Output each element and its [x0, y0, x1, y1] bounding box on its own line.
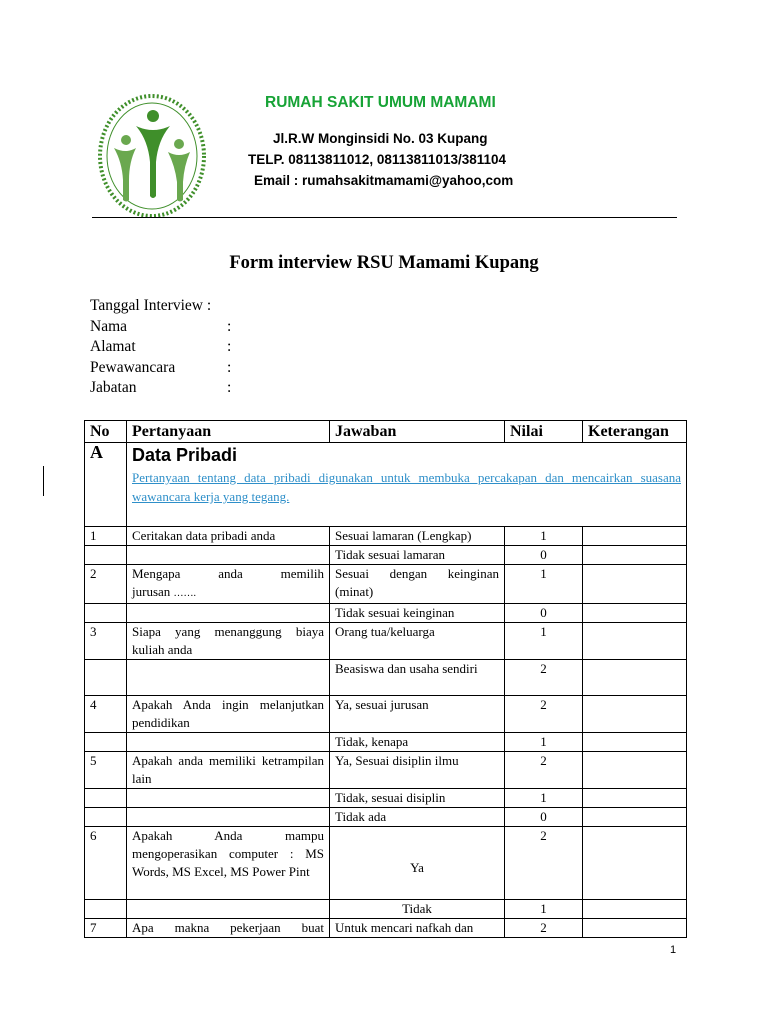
cell-note — [583, 604, 687, 623]
header-divider — [92, 217, 677, 218]
info-colon: : — [227, 379, 232, 397]
form-title: Form interview RSU Mamami Kupang — [229, 253, 539, 273]
hospital-name: RUMAH SAKIT UMUM MAMAMI — [265, 94, 496, 111]
text-cursor — [43, 466, 44, 496]
table-row — [85, 623, 687, 660]
section-title: Data Pribadi — [132, 445, 238, 465]
table-row — [85, 696, 687, 733]
cell-note — [583, 900, 687, 919]
cell-note — [583, 808, 687, 827]
cell-note — [583, 696, 687, 733]
cell-question: Ceritakan data pribadi anda — [127, 527, 330, 546]
cell-score: 0 — [505, 546, 583, 565]
cell-no: 6 — [85, 827, 127, 900]
info-colon: : — [227, 358, 232, 376]
question-dots: ……. — [173, 588, 197, 599]
cell-no: 3 — [85, 623, 127, 660]
cell-answer: Tidak sesuai keinginan — [330, 604, 505, 623]
cell-note — [583, 546, 687, 565]
header-no: No — [85, 421, 127, 443]
cell-score: 2 — [505, 827, 583, 900]
table-row — [85, 752, 687, 789]
cell-score: 2 — [505, 919, 583, 938]
hospital-address: Jl.R.W Monginsidi No. 03 Kupang — [273, 131, 488, 146]
cell-question — [127, 546, 330, 565]
table-row — [85, 604, 687, 623]
cell-question — [127, 565, 330, 604]
cell-answer: Orang tua/keluarga — [330, 623, 505, 660]
cell-answer: Tidak sesuai lamaran — [330, 546, 505, 565]
cell-answer: Tidak ada — [330, 808, 505, 827]
info-label: Jabatan — [90, 379, 137, 397]
info-row-position — [90, 378, 232, 399]
cell-note — [583, 527, 687, 546]
cell-score: 2 — [505, 752, 583, 789]
info-label: Pewawancara — [90, 358, 176, 376]
cell-note — [583, 733, 687, 752]
info-label: Tanggal Interview — [90, 297, 203, 314]
cell-no: 7 — [85, 919, 127, 938]
cell-answer: Beasiswa dan usaha sendiri — [330, 660, 505, 696]
cell-no — [85, 546, 127, 565]
table-row — [85, 546, 687, 565]
cell-no — [85, 900, 127, 919]
header-note: Keterangan — [583, 421, 687, 443]
table-row — [85, 660, 687, 696]
section-row — [85, 443, 687, 527]
info-colon: : — [227, 338, 232, 356]
cell-score: 1 — [505, 900, 583, 919]
cell-no — [85, 660, 127, 696]
header-question: Pertanyaan — [127, 421, 330, 443]
cell-no: 2 — [85, 565, 127, 604]
hospital-phone: TELP. 08113811012, 08113811013/381104 — [248, 152, 507, 167]
cell-no — [85, 733, 127, 752]
cell-note — [583, 660, 687, 696]
cell-note — [583, 789, 687, 808]
section-description: Pertanyaan tentang data pribadi digunakan untuk membuka percakapan dan mencairkan suasana wawancara kerja yang tegang. — [132, 470, 681, 504]
info-row-name — [90, 317, 232, 338]
table-row — [85, 900, 687, 919]
cell-question: Apakah anda memiliki ketrampilan lain — [127, 752, 330, 789]
cell-question: Apakah Anda mampu mengoperasikan computer : MS Words, MS Excel, MS Power Pint — [127, 827, 330, 900]
cell-score: 0 — [505, 604, 583, 623]
interview-table — [84, 420, 687, 938]
info-colon: : — [206, 297, 212, 314]
cell-no — [85, 604, 127, 623]
cell-question: Siapa yang menanggung biaya kuliah anda — [127, 623, 330, 660]
cell-score: 0 — [505, 808, 583, 827]
hospital-email: Email : rumahsakitmamami@yahoo,com — [254, 173, 514, 188]
cell-answer: Tidak — [330, 900, 505, 919]
section-cell — [127, 443, 687, 527]
table-row — [85, 827, 687, 900]
interview-info — [90, 296, 232, 399]
info-label: Nama — [90, 317, 128, 335]
cell-score: 1 — [505, 565, 583, 604]
question-line-2 — [132, 583, 324, 603]
info-colon: : — [227, 317, 232, 335]
cell-answer: Tidak, kenapa — [330, 733, 505, 752]
cell-answer: Ya — [330, 827, 505, 900]
table-row — [85, 527, 687, 546]
question-cont: jurusan — [132, 584, 171, 599]
header-score: Nilai — [505, 421, 583, 443]
question-line: Mengapa anda memilih — [132, 566, 324, 581]
section-letter: A — [85, 443, 127, 527]
cell-score: 1 — [505, 733, 583, 752]
cell-score: 1 — [505, 623, 583, 660]
table-row — [85, 789, 687, 808]
info-row-interviewer — [90, 358, 232, 379]
cell-answer: Untuk mencari nafkah dan — [330, 919, 505, 938]
cell-no: 4 — [85, 696, 127, 733]
cell-no: 5 — [85, 752, 127, 789]
cell-question: Apa makna pekerjaan buat — [127, 919, 330, 938]
table-row — [85, 733, 687, 752]
hospital-logo — [96, 92, 208, 220]
cell-answer: Sesuai lamaran (Lengkap) — [330, 527, 505, 546]
header-answer: Jawaban — [330, 421, 505, 443]
cell-question — [127, 900, 330, 919]
cell-question — [127, 808, 330, 827]
cell-question — [127, 604, 330, 623]
table-row — [85, 565, 687, 604]
cell-score: 1 — [505, 789, 583, 808]
cell-score: 2 — [505, 660, 583, 696]
table-row — [85, 808, 687, 827]
cell-score: 2 — [505, 696, 583, 733]
page-number: 1 — [670, 944, 677, 956]
info-row-address — [90, 337, 232, 358]
table-header-row — [85, 421, 687, 443]
info-label: Alamat — [90, 338, 136, 356]
cell-note — [583, 752, 687, 789]
cell-question — [127, 789, 330, 808]
cell-answer: Ya, sesuai jurusan — [330, 696, 505, 733]
cell-no — [85, 808, 127, 827]
cell-question: Apakah Anda ingin melanjutkan pendidikan — [127, 696, 330, 733]
cell-answer: Tidak, sesuai disiplin — [330, 789, 505, 808]
cell-question — [127, 660, 330, 696]
cell-score: 1 — [505, 527, 583, 546]
cell-note — [583, 565, 687, 604]
cell-answer: Sesuai dengan keinginan (minat) — [330, 565, 505, 604]
info-row-date — [90, 296, 211, 317]
cell-no: 1 — [85, 527, 127, 546]
table-row — [85, 919, 687, 938]
cell-answer: Ya, Sesuai disiplin ilmu — [330, 752, 505, 789]
cell-note — [583, 623, 687, 660]
cell-note — [583, 827, 687, 900]
cell-no — [85, 789, 127, 808]
cell-question — [127, 733, 330, 752]
cell-note — [583, 919, 687, 938]
